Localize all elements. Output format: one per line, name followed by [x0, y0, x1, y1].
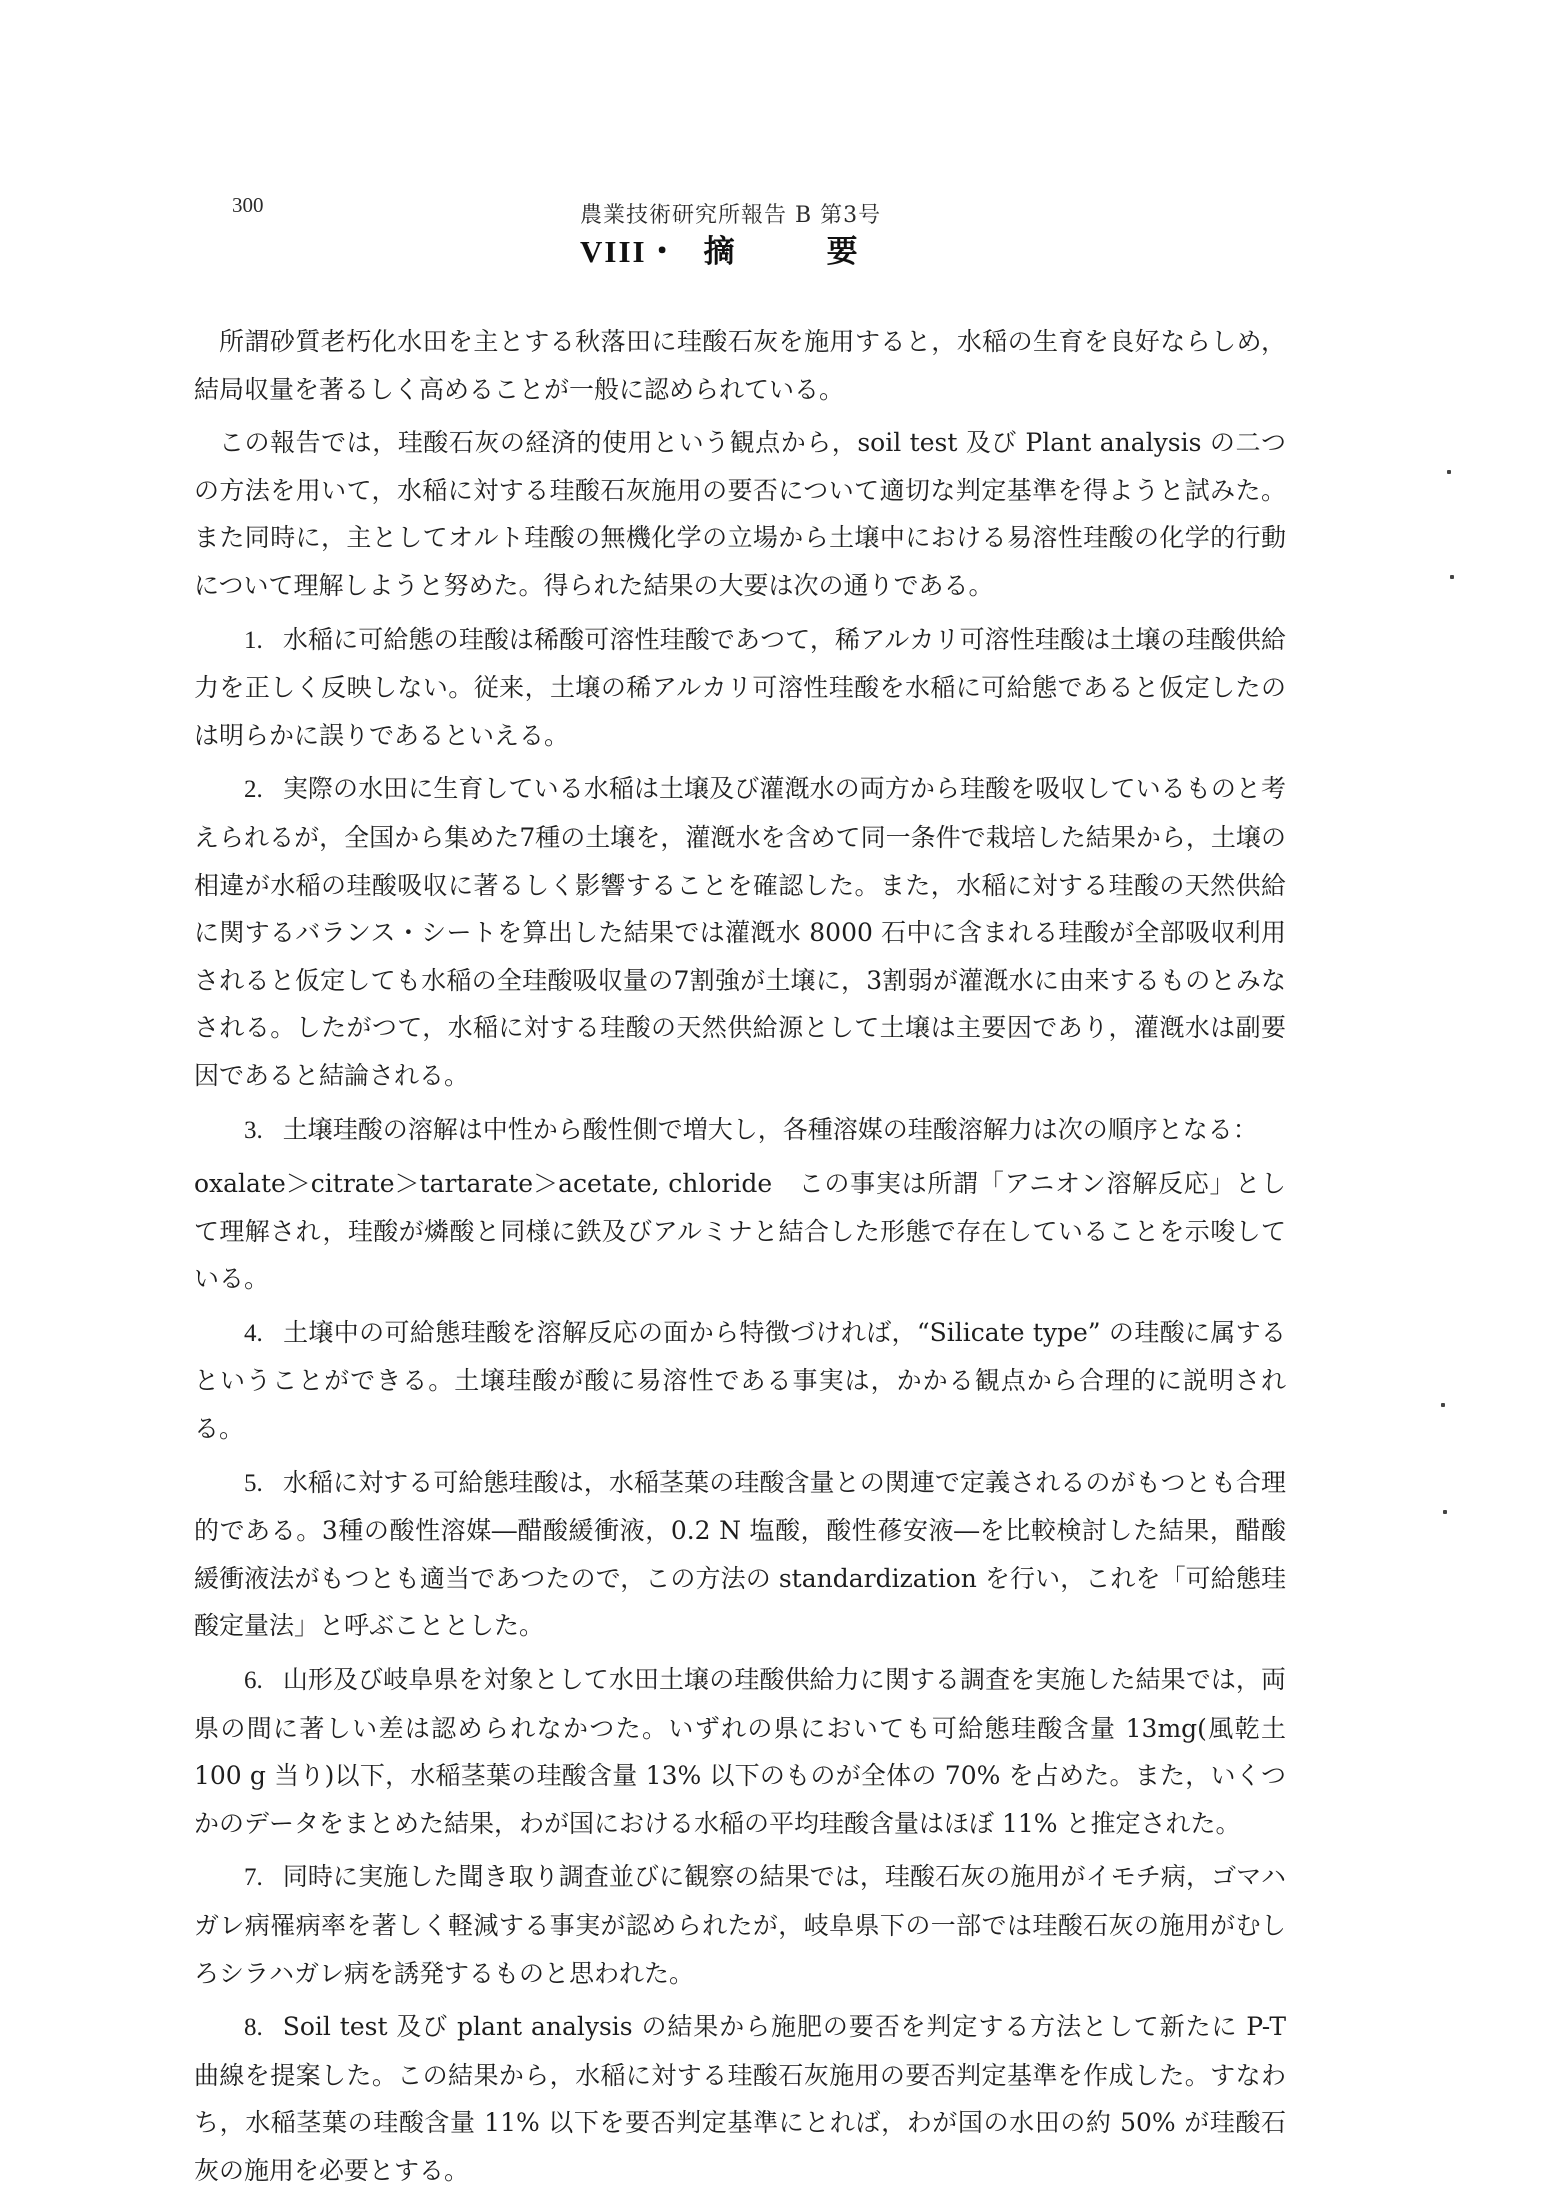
- item-number: 4.: [244, 1319, 263, 1347]
- item-text: 実際の水田に生育している水稲は土壌及び灌漑水の両方から珪酸を吸収しているものと考えられるが，全国から集めた7種の土壌を，灌漑水を含めて同一条件で栽培した結果から，土壌の相違が水稲の珪酸吸収に著るしく影響することを確認した。また，水稲に対する珪酸の天然供給に関するバランス・シートを算出した結果では灌漑水 8000 石中に含まれる珪酸が全部吸収利用されると仮定しても水稲の全珪酸吸収量の7割強が土壌に，3割弱が灌漑水に由来するものとみなされる。したがつて，水稲に対する珪酸の天然供給源として土壌は主要因であり，灌漑水は副要因であると結論される。: [194, 774, 1286, 1090]
- section-title-part2: 要: [826, 234, 860, 270]
- item-text: 山形及び岐阜県を対象として水田土壌の珪酸供給力に関する調査を実施した結果では，両県の間に著しい差は認められなかつた。いずれの県においても可給態珪酸含量 13mg(風乾土 100 g 当り)以下，水稲茎葉の珪酸含量 13% 以下のものが全体の 70% を占めた。また，いくつかのデータをまとめた結果，わが国における水稲の平均珪酸含量はほぼ 11% と推定された。: [194, 1665, 1286, 1838]
- item-text: 土壌中の可給態珪酸を溶解反応の面から特徴づければ，“Silicate type” の珪酸に属するということができる。土壌珪酸が酸に易溶性である事実は，かかる観点から合理的に説明される。: [194, 1317, 1286, 1444]
- summary-item-7: [194, 1853, 1286, 1997]
- summary-item-8: [194, 2003, 1286, 2194]
- scan-speck: [1447, 470, 1451, 474]
- scan-speck: [1441, 1403, 1445, 1407]
- item-number: 2.: [244, 776, 263, 804]
- intro-paragraph-1: 所謂砂質老朽化水田を主とする秋落田に珪酸石灰を施用すると，水稲の生育を良好ならしめ，結局収量を著るしく高めることが一般に認められている。: [194, 327, 1286, 404]
- running-header: 農業技術研究所報告 B 第3号: [580, 203, 882, 228]
- section-title: [580, 226, 900, 271]
- item-text: oxalate＞citrate＞tartarate＞acetate, chloride この事実は所謂「アニオン溶解反応」として理解され，珪酸が燐酸と同様に鉄及びアルミナと結合した形態で存在していることを示唆している。: [194, 1169, 1286, 1294]
- item-text: 水稲に対する可給態珪酸は，水稲茎葉の珪酸含量との関連で定義されるのがもつとも合理的である。3種の酸性溶媒―醋酸緩衝液，0.2 N 塩酸，酸性蓚安液―を比較検討した結果，醋酸緩衝液法がもつとも適当であつたので，この方法の standardization を行い，これを「可給態珪酸定量法」と呼ぶこととした。: [194, 1467, 1286, 1641]
- item-text: Soil test 及び plant analysis の結果から施肥の要否を判定する方法として新たに P-T 曲線を提案した。この結果から，水稲に対する珪酸石灰施用の要否判定基準を作成した。すなわち，水稲茎葉の珪酸含量 11% 以下を要否判定基準にとれば，わが国の水田の約 50% が珪酸石灰の施用を必要とする。: [194, 2012, 1286, 2185]
- scan-speck: [1450, 575, 1454, 579]
- summary-body: [194, 318, 1286, 2201]
- summary-item-6: [194, 1656, 1286, 1847]
- section-title-part1: 摘: [703, 234, 737, 270]
- section-numeral: VIII・: [580, 234, 680, 269]
- intro-paragraph-2: この報告では，珪酸石灰の経済的使用という観点から，soil test 及び Plant analysis の二つの方法を用いて，水稲に対する珪酸石灰施用の要否について適切な判定基準を得ようと試みた。また同時に，主としてオルト珪酸の無機化学の立場から土壌中における易溶性珪酸の化学的行動について理解しようと努めた。得られた結果の大要は次の通りである。: [194, 428, 1286, 600]
- item-text: 水稲に可給態の珪酸は稀酸可溶性珪酸であつて，稀アルカリ可溶性珪酸は土壌の珪酸供給力を正しく反映しない。従来，土壌の稀アルカリ可溶性珪酸を水稲に可給態であると仮定したのは明らかに誤りであるといえる。: [194, 624, 1286, 750]
- item-text: 同時に実施した聞き取り調査並びに観察の結果では，珪酸石灰の施用がイモチ病，ゴマハガレ病罹病率を著しく軽減する事実が認められたが，岐阜県下の一部では珪酸石灰の施用がむしろシラハガレ病を誘発するものと思われた。: [194, 1862, 1286, 1988]
- page-number: 300: [232, 193, 264, 217]
- item-number: 3.: [244, 1116, 263, 1144]
- scan-speck: [1443, 1510, 1447, 1514]
- summary-item-1: [194, 616, 1286, 760]
- summary-item-5: [194, 1459, 1286, 1650]
- item-text: 土壌珪酸の溶解は中性から酸性側で増大し，各種溶媒の珪酸溶解力は次の順序となる：: [282, 1114, 1258, 1144]
- summary-item-2: [194, 765, 1286, 1099]
- item-number: 5.: [244, 1469, 263, 1497]
- item-number: 6.: [244, 1667, 263, 1695]
- item-number: 8.: [244, 2014, 263, 2042]
- summary-item-3: [194, 1106, 1286, 1155]
- item-number: 7.: [244, 1864, 263, 1892]
- summary-item-3-continued: [194, 1160, 1286, 1303]
- summary-item-4: [194, 1309, 1286, 1453]
- item-number: 1.: [244, 626, 263, 654]
